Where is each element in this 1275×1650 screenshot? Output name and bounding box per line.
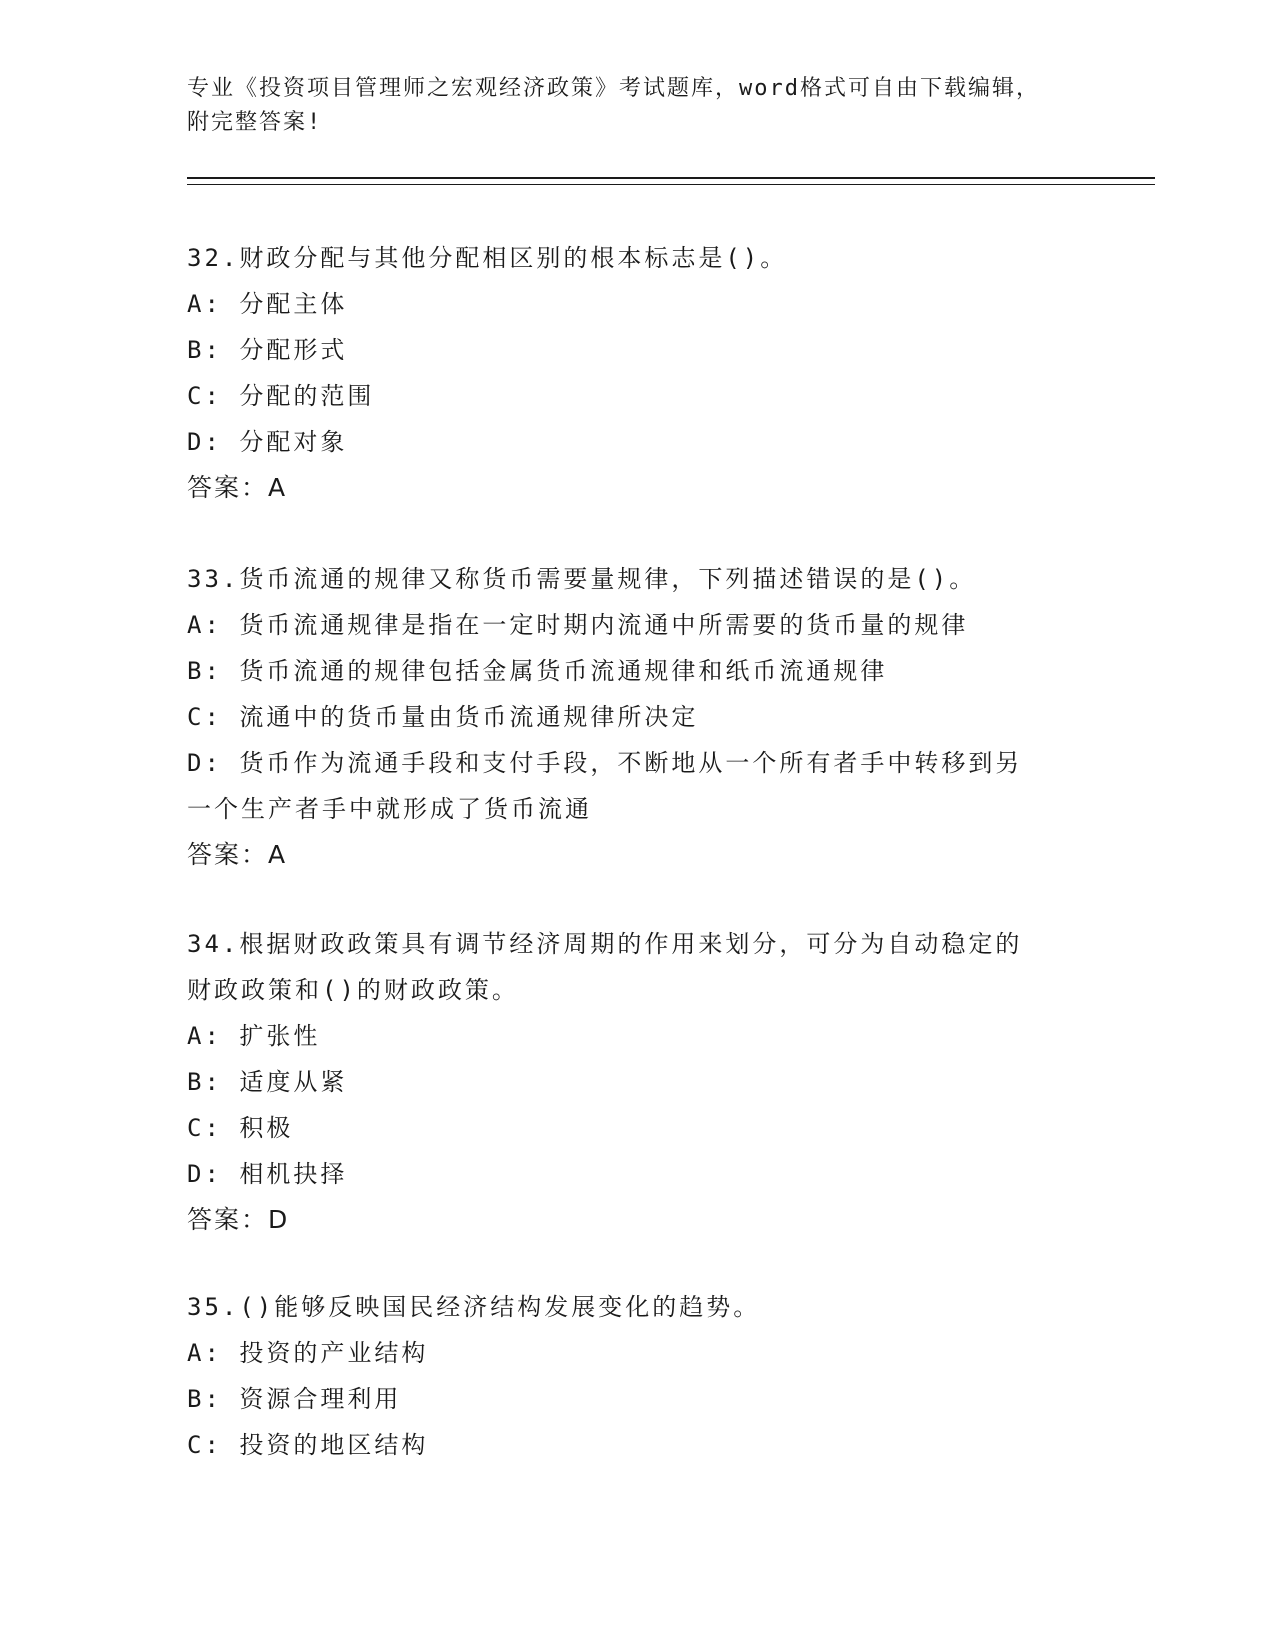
option-a: A: 分配主体	[187, 290, 348, 318]
option-a: A: 投资的产业结构	[187, 1339, 429, 1367]
option-d: D: 相机抉择	[187, 1160, 348, 1188]
option-c: C: 分配的范围	[187, 382, 375, 410]
option-d: D: 分配对象	[187, 428, 348, 456]
question-32	[187, 235, 1087, 511]
option-d: D: 货币作为流通手段和支付手段，不断地从一个所有者手中转移到另	[187, 749, 1023, 777]
option-a: A: 扩张性	[187, 1022, 321, 1050]
option-b: B: 资源合理利用	[187, 1385, 402, 1413]
question-stem: 34.根据财政政策具有调节经济周期的作用来划分，可分为自动稳定的	[187, 930, 1023, 958]
question-33	[187, 556, 1087, 878]
question-35	[187, 1284, 1087, 1468]
option-c: C: 积极	[187, 1114, 294, 1142]
header-divider	[187, 177, 1155, 185]
option-a: A: 货币流通规律是指在一定时期内流通中所需要的货币量的规律	[187, 611, 969, 639]
answer-label: 答案：A	[187, 840, 288, 869]
question-stem: 35.()能够反映国民经济结构发展变化的趋势。	[187, 1293, 761, 1321]
option-c: C: 投资的地区结构	[187, 1431, 429, 1459]
option-b: B: 货币流通的规律包括金属货币流通规律和纸币流通规律	[187, 657, 888, 685]
option-b: B: 分配形式	[187, 336, 348, 364]
option-b: B: 适度从紧	[187, 1068, 348, 1096]
header-line-2: 附完整答案!	[187, 110, 323, 135]
question-stem-continued: 财政政策和()的财政政策。	[187, 976, 519, 1004]
header-line-1: 专业《投资项目管理师之宏观经济政策》考试题库，word格式可自由下载编辑，	[187, 76, 1040, 101]
answer-label: 答案：A	[187, 473, 288, 502]
option-c: C: 流通中的货币量由货币流通规律所决定	[187, 703, 699, 731]
option-d-continued: 一个生产者手中就形成了货币流通	[187, 795, 592, 823]
question-stem: 33.货币流通的规律又称货币需要量规律，下列描述错误的是()。	[187, 565, 977, 593]
answer-label: 答案：D	[187, 1205, 290, 1234]
document-header	[187, 72, 1067, 140]
question-34	[187, 921, 1087, 1243]
question-stem: 32.财政分配与其他分配相区别的根本标志是()。	[187, 244, 788, 272]
